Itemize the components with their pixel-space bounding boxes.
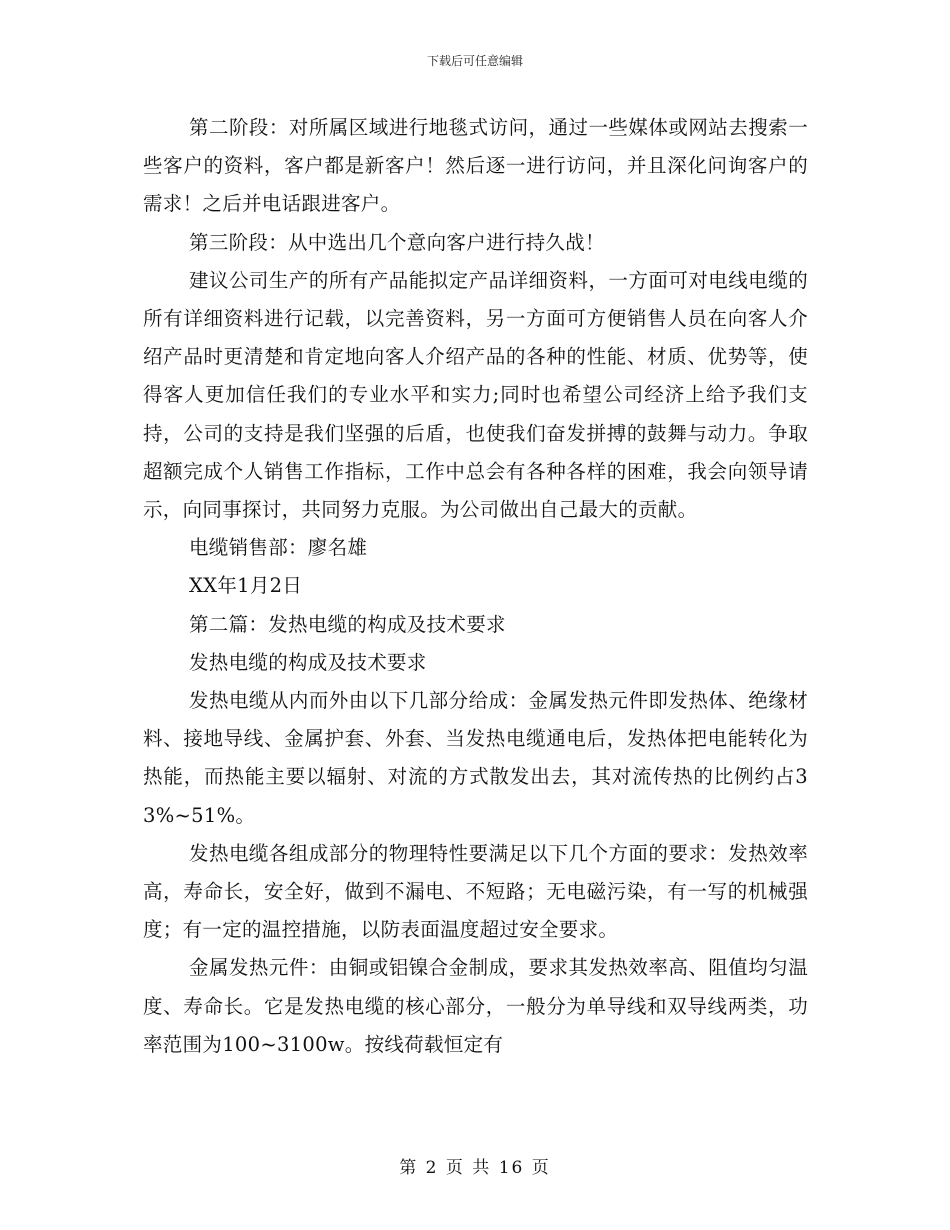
paragraph-requirements: 发热电缆各组成部分的物理特性要满足以下几个方面的要求：发热效率高，寿命长，安全好，做到不漏电、不短路；无电磁污染，有一写的机械强度；有一定的温控措施，以防表面温度超过安全要求。 <box>143 841 808 942</box>
section-title: 第二篇：发热电缆的构成及技术要求 <box>189 612 506 636</box>
section-subtitle: 发热电缆的构成及技术要求 <box>189 650 427 674</box>
signature-date: XX年1月2日 <box>189 574 303 598</box>
document-body <box>143 109 808 1064</box>
page-number-footer: 第 2 页 共 16 页 <box>399 1158 551 1178</box>
paragraph-stage-three: 第三阶段：从中选出几个意向客户进行持久战！ <box>189 230 605 254</box>
paragraph-stage-two: 第二阶段：对所属区域进行地毯式访问，通过一些媒体或网站去搜索一些客户的资料，客户都是新客户！然后逐一进行访问，并且深化问询客户的需求！之后并电话跟进客户。 <box>143 116 808 216</box>
signature-department: 电缆销售部：廖名雄 <box>189 536 368 560</box>
paragraph-structure: 发热电缆从内而外由以下几部分给成：金属发热元件即发热体、绝缘材料、接地导线、金属护套、外套、当发热电缆通电后，发热体把电能转化为热能，而热能主要以辐射、对流的方式散发出去，其对流传热的比例约占33%~51%。 <box>143 689 808 827</box>
paragraph-heating-element: 金属发热元件：由铜或铝镍合金制成，要求其发热效率高、阻值均匀温度、寿命长。它是发热电缆的核心部分，一般分为单导线和双导线两类，功率范围为100~3100w。按线荷载恒定有 <box>143 956 808 1056</box>
paragraph-suggestion: 建议公司生产的所有产品能拟定产品详细资料，一方面可对电线电缆的所有详细资料进行记载，以完善资料，另一方面可方便销售人员在向客人介绍产品时更清楚和肯定地向客人介绍产品的各种的性能、材质、优势等，使得客人更加信任我们的专业水平和实力;同时也希望公司经济上给予我们支持，公司的支持是我们坚强的后盾，也使我们奋发拼搏的鼓舞与动力。争取超额完成个人销售工作指标，工作中总会有各种各样的困难，我会向领导请示，向同事探讨，共同努力克服。为公司做出自己最大的贡献。 <box>143 268 808 522</box>
page-header-note: 下载后可任意编辑 <box>426 54 523 68</box>
